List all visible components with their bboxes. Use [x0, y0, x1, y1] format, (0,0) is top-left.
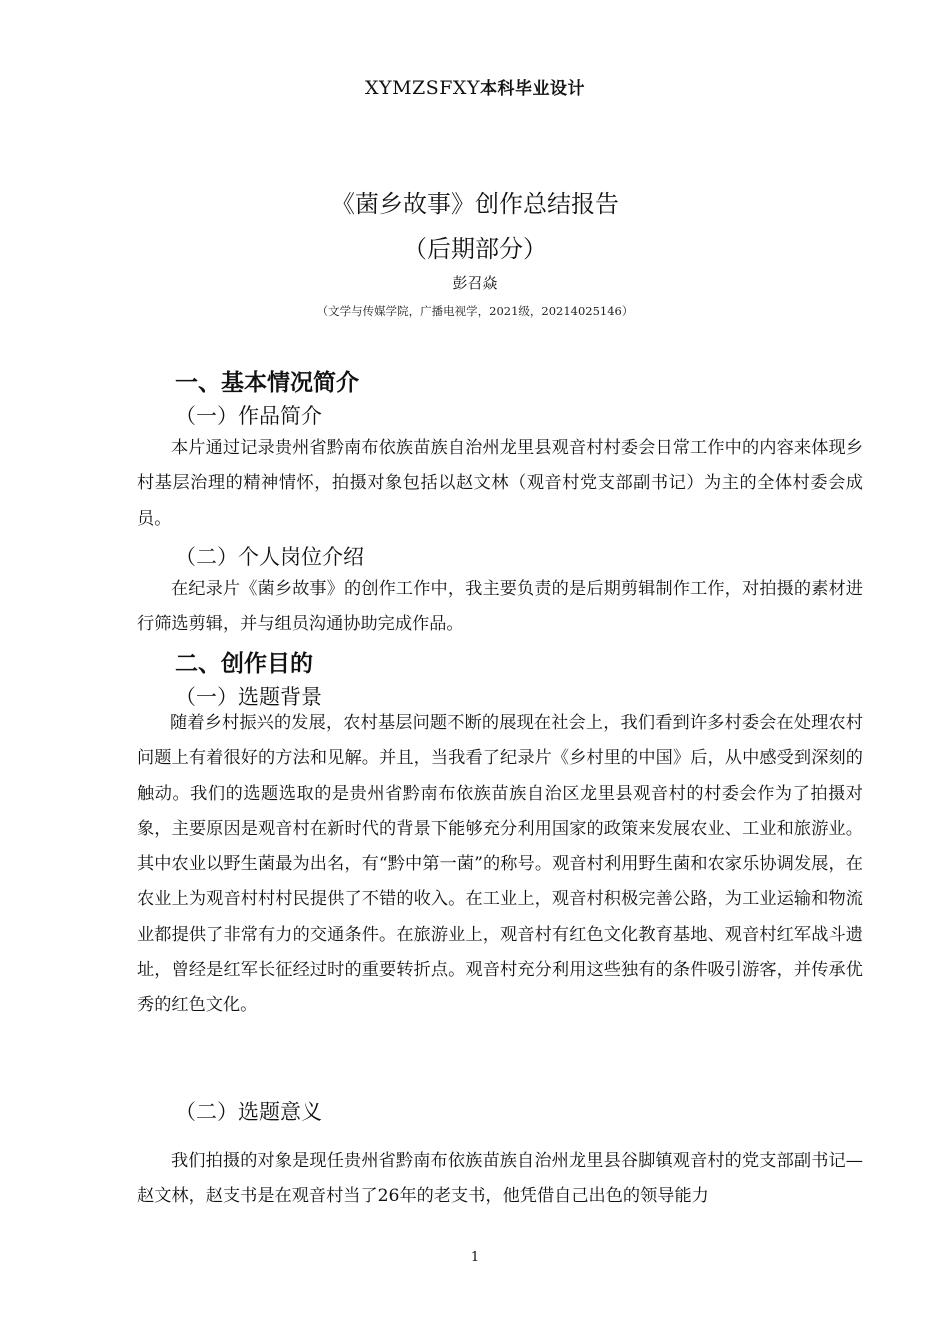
document-title: 《菌乡故事》创作总结报告 [331, 190, 619, 218]
paragraph-work-intro: 本片通过记录贵州省黔南布依族苗族自治州龙里县观音村村委会日常工作中的内容来体现乡村基层治理的精神情怀，拍摄对象包括以赵文林（观音村党支部副书记）为主的全体村委会成员。 [137, 438, 863, 529]
section-heading-2: 二、创作目的 [175, 651, 313, 677]
subsection-heading-1-2: （二）个人岗位介绍 [175, 545, 364, 569]
section-heading-1: 一、基本情况简介 [175, 370, 359, 396]
author-affiliation: （文学与传媒学院，广播电视学，2021级，20214025146） [316, 304, 634, 318]
document-subtitle: （后期部分） [403, 235, 547, 263]
header-school-code: XYMZSFXY [365, 77, 480, 99]
page-number: 1 [470, 1250, 480, 1265]
header-label: 本科毕业设计 [480, 79, 585, 99]
author-name: 彭召焱 [452, 274, 498, 292]
paragraph-role-intro: 在纪录片《菌乡故事》的创作工作中，我主要负责的是后期剪辑制作工作，对拍摄的素材进行筛选剪辑，并与组员沟通协助完成作品。 [137, 579, 863, 635]
subsection-heading-1-1: （一）作品简介 [175, 404, 322, 428]
paragraph-topic-significance: 我们拍摄的对象是现任贵州省黔南布依族苗族自治州龙里县谷脚镇观音村的党支部副书记—赵文林，赵支书是在观音村当了26年的老支书，他凭借自己出色的领导能力 [137, 1151, 863, 1207]
paragraph-topic-background: 随着乡村振兴的发展，农村基层问题不断的展现在社会上，我们看到许多村委会在处理农村问题上有着很好的方法和见解。并且，当我看了纪录片《乡村里的中国》后，从中感受到深刻的触动。我们的选题选取的是贵州省黔南布依族苗族自治区龙里县观音村的村委会作为了拍摄对象，主要原因是观音村在新时代的背景下能够充分利用国家的政策来发展农业、工业和旅游业。其中农业以野生菌最为出名，有“黔中第一菌”的称号。观音村利用野生菌和农家乐协调发展，在农业上为观音村村村民提供了不错的收入。在工业上，观音村积极完善公路，为工业运输和物流业都提供了非常有力的交通条件。在旅游业上，观音村有红色文化教育基地、观音村红军战斗遗址，曾经是红军长征经过时的重要转折点。观音村充分利用这些独有的条件吸引游客，并传承优秀的红色文化。 [137, 713, 863, 1016]
subsection-heading-2-2: （二）选题意义 [175, 1100, 322, 1124]
subsection-heading-2-1: （一）选题背景 [175, 685, 322, 709]
running-header [0, 74, 950, 99]
